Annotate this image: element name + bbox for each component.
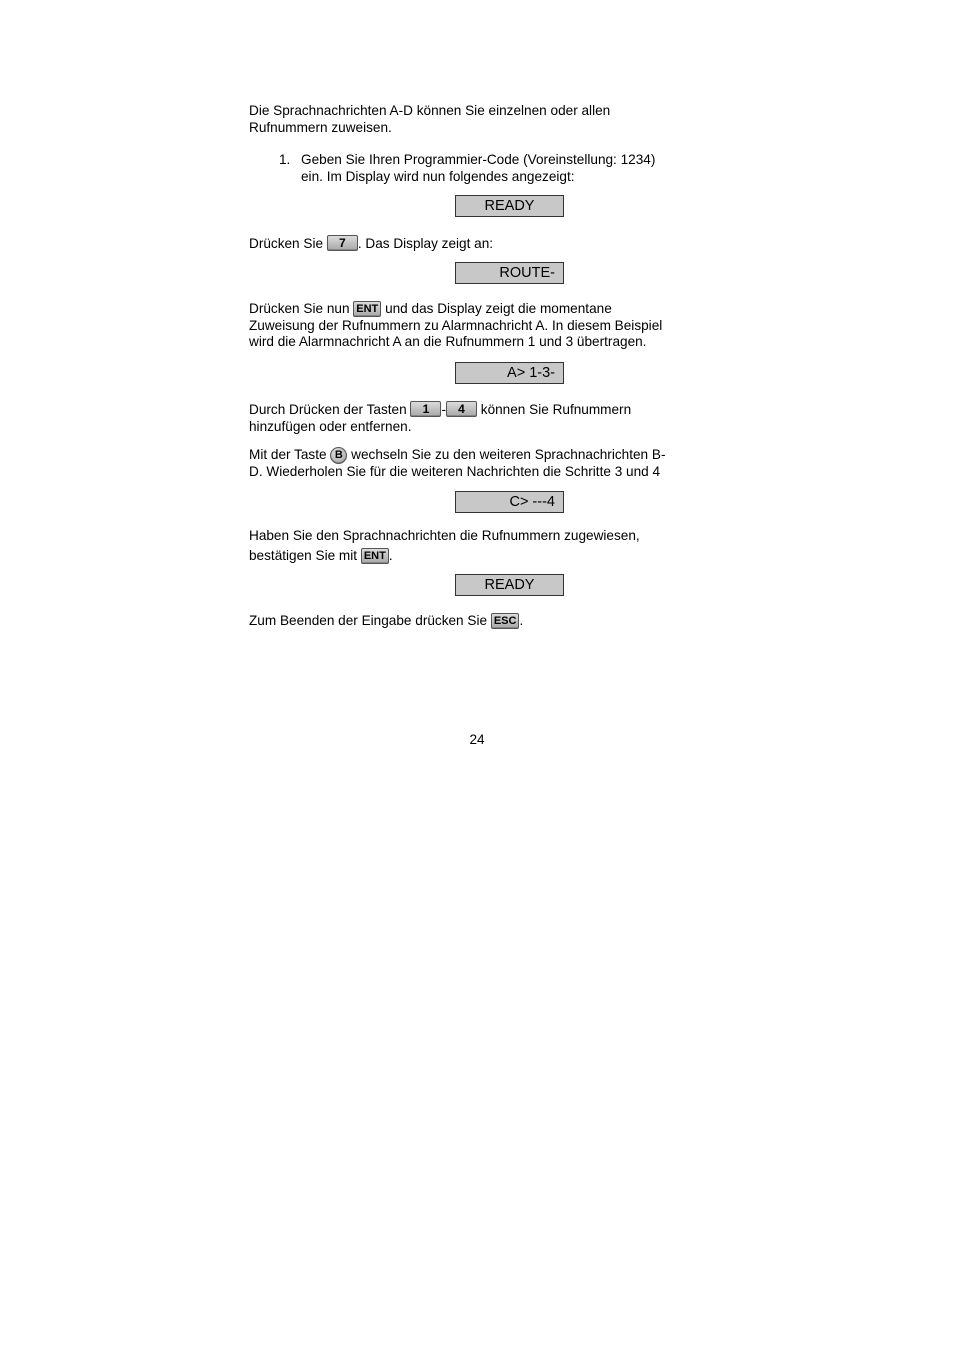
confirm-after: . <box>388 547 393 563</box>
display-text: C> ---4 <box>509 494 555 510</box>
display-text: A> 1-3- <box>507 365 555 381</box>
finish-text <box>249 613 523 630</box>
key-7-icon: 7 <box>327 235 358 251</box>
keys-dash: - <box>441 402 446 417</box>
press-ent-line-2: Zuweisung der Rufnummern zu Alarmnachricht A. In diesem Beispiel <box>249 317 663 333</box>
keys-1-4-text <box>249 401 631 435</box>
intro-text <box>249 103 610 136</box>
press-7-text <box>249 235 493 253</box>
step-1-number: 1. <box>279 152 291 167</box>
press-ent-before: Drücken Sie nun <box>249 301 350 316</box>
step-1-line-1: Geben Sie Ihren Programmier-Code (Voreinstellung: 1234) <box>301 152 656 167</box>
finish-before: Zum Beenden der Eingabe drücken Sie <box>249 613 488 628</box>
keys-after: können Sie Rufnummern <box>480 402 632 417</box>
key-1-icon: 1 <box>410 401 441 417</box>
step-1-line-2: ein. Im Display wird nun folgendes angezeigt: <box>301 168 575 184</box>
press-7-after: . Das Display zeigt an: <box>357 236 494 251</box>
press-7-before: Drücken Sie <box>249 236 324 251</box>
key-b-text <box>249 447 665 481</box>
key-esc-icon: ESC <box>491 613 520 629</box>
press-ent-after: und das Display zeigt die momentane <box>385 301 612 316</box>
display-text: READY <box>484 198 535 214</box>
finish-after: . <box>519 613 524 628</box>
confirm-text <box>249 528 640 564</box>
display-a-route <box>455 362 564 384</box>
key-ent-icon: ENT <box>361 548 389 564</box>
key-b-icon: B <box>330 447 347 464</box>
display-text: READY <box>484 577 535 593</box>
intro-line-2: Rufnummern zuweisen. <box>249 119 392 135</box>
keys-before: Durch Drücken der Tasten <box>249 402 407 417</box>
press-ent-line-3: wird die Alarmnachricht A an die Rufnummern 1 und 3 übertragen. <box>249 334 647 349</box>
display-ready-1 <box>455 195 564 217</box>
key-b-after: wechseln Sie zu den weiteren Sprachnachrichten B- <box>351 447 666 462</box>
key-4-icon: 4 <box>446 401 477 417</box>
display-route <box>455 262 564 284</box>
key-b-line-2: D. Wiederholen Sie für die weiteren Nachrichten die Schritte 3 und 4 <box>249 464 661 479</box>
step-1-text <box>301 152 655 185</box>
display-text: ROUTE- <box>499 265 555 281</box>
key-ent-icon: ENT <box>353 301 381 317</box>
display-c-route <box>455 491 564 513</box>
keys-line-2: hinzufügen oder entfernen. <box>249 418 412 434</box>
display-ready-2 <box>455 574 564 596</box>
intro-line-1: Die Sprachnachrichten A-D können Sie einzelnen oder allen <box>249 103 611 118</box>
page-number: 24 <box>469 732 485 747</box>
confirm-before: bestätigen Sie mit <box>249 547 358 563</box>
press-ent-text <box>249 301 662 351</box>
key-b-before: Mit der Taste <box>249 447 327 462</box>
confirm-line-1: Haben Sie den Sprachnachrichten die Rufnummern zugewiesen, <box>249 528 640 543</box>
